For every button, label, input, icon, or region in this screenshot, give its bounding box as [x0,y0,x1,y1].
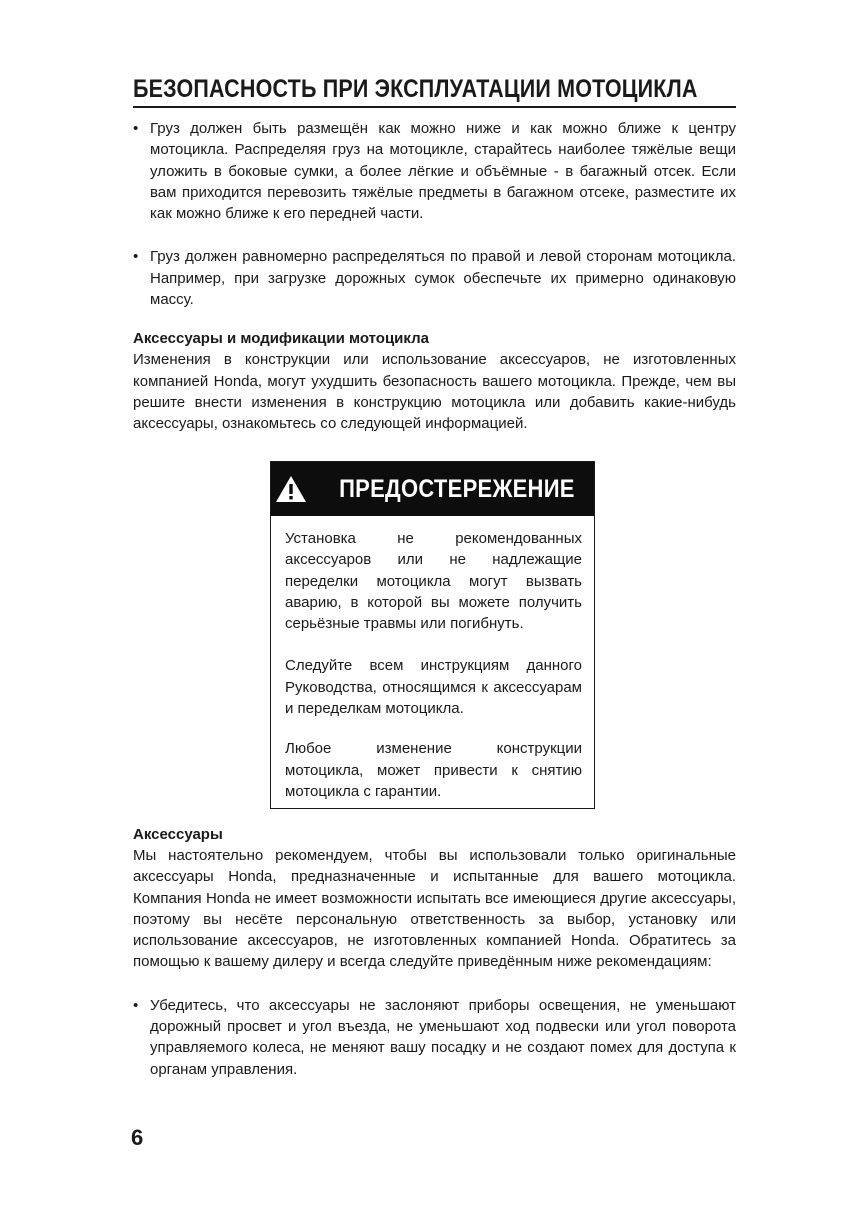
accessories-section [133,824,736,1080]
warning-paragraph: Любое изменение конструкции мотоцикла, может привести к снятию мотоцикла с гарантии. [285,740,582,800]
bullet-text: Груз должен равномерно распределяться по правой и левой сторонам мотоцикла. Например, при загрузке дорожных сумок обеспечьте их примерно одинаковую массу. [150,248,736,309]
accessories-heading: Аксессуары [133,826,223,843]
bullet-text: Убедитесь, что аксессуары не заслоняют приборы освещения, не уменьшают дорожный просвет и угол въезда, не уменьшают ход подвески или угол поворота управляемого колеса, не меняют вашу посадку и не создают помех для доступа к органам управления. [150,996,736,1078]
bullet-text: Груз должен быть размещён как можно ниже и как можно ближе к центру мотоцикла. Распределяя груз на мотоцикле, старайтесь наиболее тяжёлые вещи уложить в боковые сумки, а более лёгкие и объёмные - в багажный отсек. Если вам приходится перевозить тяжёлые предметы в багажном отсеке, разместите их как можно ближе к его передней части. [150,120,736,223]
list-item [133,246,736,310]
list-item [133,995,736,1080]
warning-header [271,462,594,516]
accessories-text: Мы настоятельно рекомендуем, чтобы вы использовали только оригинальные аксессуары Honda, предназначенные и испытанные для вашего мотоцикла. Компания Honda не имеет возможности испытать все имеющиеся другие аксессуары, поэтому вы несёте персональную ответственность за выбор, установку или использование аксессуаров, не изготовленных компанией Honda. Обратитесь за помощью к вашему дилеру и всегда следуйте приведённым ниже рекомендациям: [133,847,736,971]
page-number: 6 [131,1125,144,1150]
load-bullet-list [133,118,736,310]
modifications-text: Изменения в конструкции или использование аксессуаров, не изготовленных компанией Honda, могут ухудшить безопасность вашего мотоцикла. Прежде, чем вы решите внести изменения в конструкцию мотоцикла или добавить какие-нибудь аксессуары, ознакомьтесь со следующей информацией. [133,351,736,433]
bullet-icon: • [133,248,139,266]
warning-triangle-icon [275,475,307,503]
accessories-bullet-list [133,995,736,1080]
bullet-icon: • [133,120,139,137]
warning-paragraph: Следуйте всем инструкциям данного Руководства, относящимся к аксессуарам и переделкам мотоцикла. [285,657,582,718]
warning-paragraph: Установка не рекомендованных аксессуаров или не надлежащие переделки мотоцикла могут вызвать аварию, в которой вы можете получить серьёзные травмы или погибнуть. [285,530,582,633]
title-divider [133,106,736,108]
warning-title: ПРЕДОСТЕРЕЖЕНИЕ [338,474,575,503]
page-title: БЕЗОПАСНОСТЬ ПРИ ЭКСПЛУАТАЦИИ МОТОЦИКЛА [133,75,698,103]
warning-body [271,516,594,802]
bullet-icon: • [133,996,139,1014]
page-content [133,72,736,435]
modifications-heading: Аксессуары и модификации мотоцикла [133,330,429,348]
warning-box [270,461,595,809]
list-item [133,118,736,224]
